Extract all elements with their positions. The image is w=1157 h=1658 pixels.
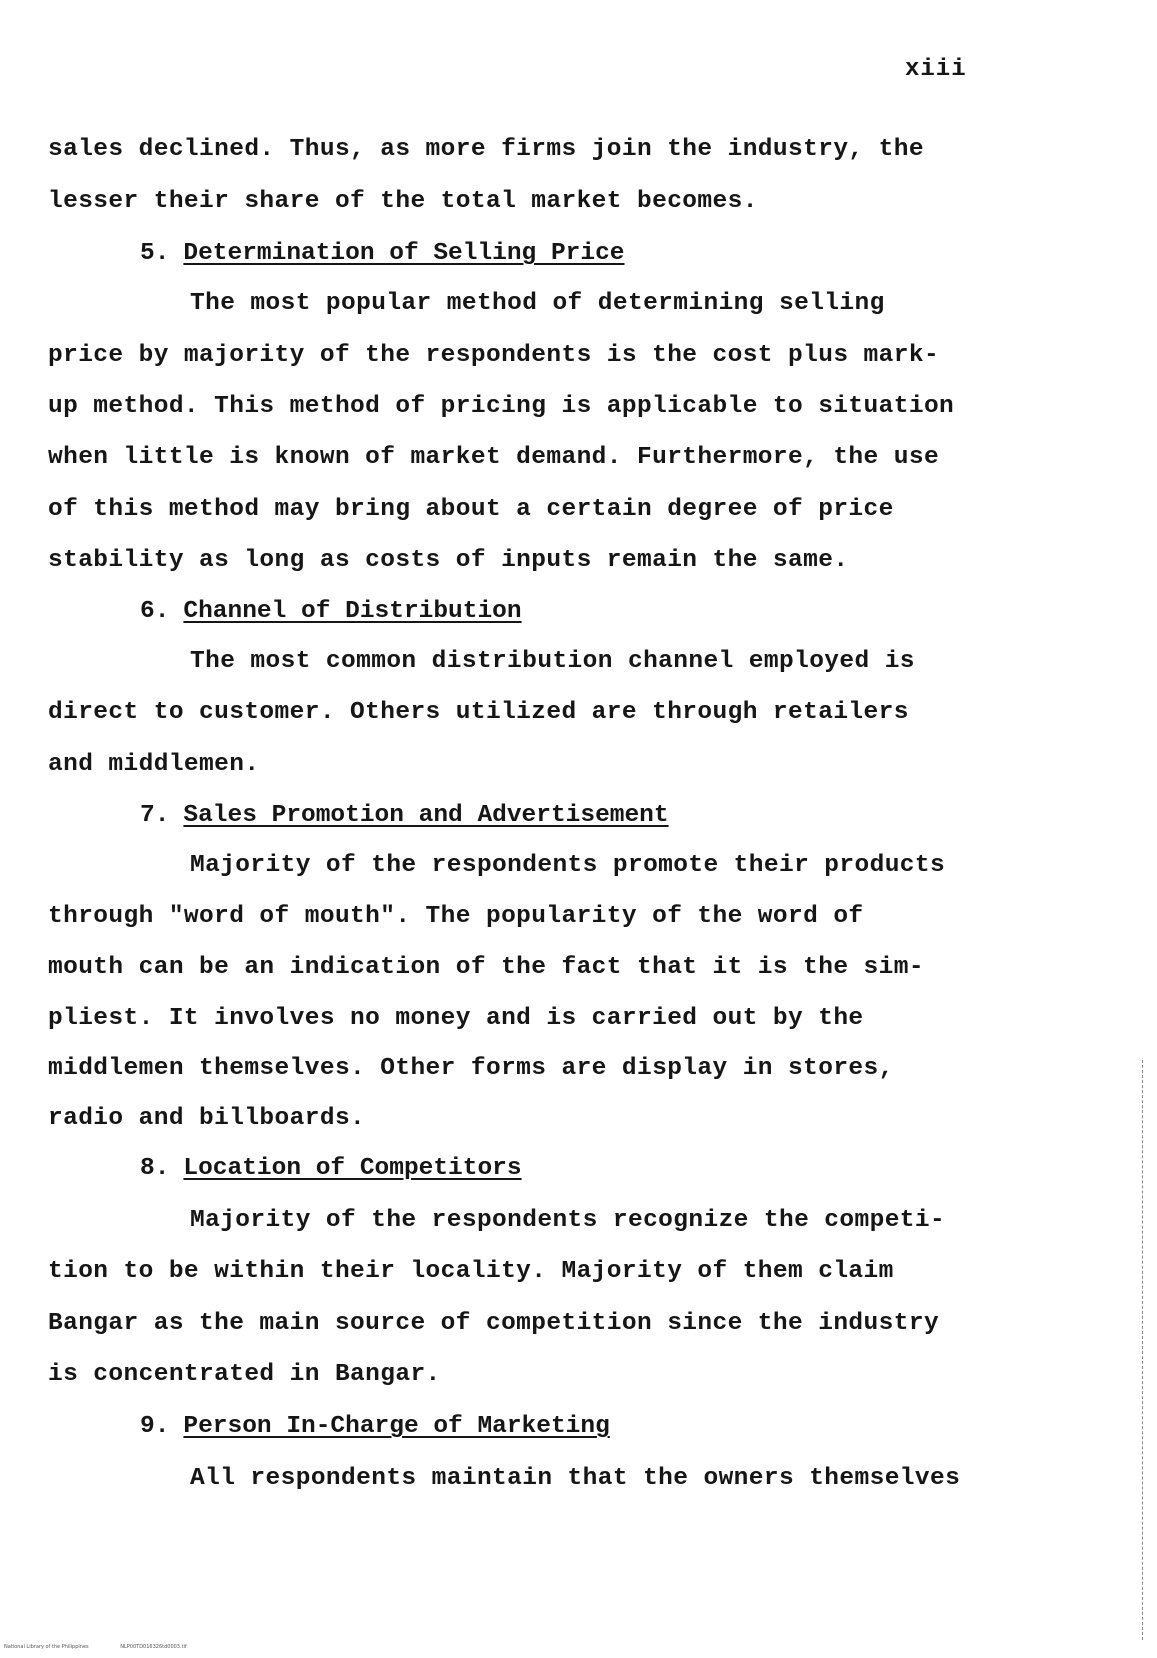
section-title: Channel of Distribution <box>183 598 522 625</box>
text-line: stability as long as costs of inputs remain the same. <box>48 547 849 574</box>
text-line: Majority of the respondents recognize the competi- <box>190 1207 946 1234</box>
text-line: direct to customer. Others utilized are through retailers <box>48 699 909 726</box>
text-line: middlemen themselves. Other forms are display in stores, <box>48 1055 894 1082</box>
section-title: Sales Promotion and Advertisement <box>183 802 669 829</box>
section-title: Determination of Selling Price <box>183 240 625 267</box>
text-line: price by majority of the respondents is the cost plus mark- <box>48 342 940 369</box>
text-line: tion to be within their locality. Majority of them claim <box>48 1258 894 1285</box>
section-number: 5. <box>140 240 170 267</box>
section-heading-9 <box>140 1413 610 1440</box>
section-number: 8. <box>140 1155 170 1182</box>
section-heading-7 <box>140 802 669 829</box>
library-credit: National Library of the Philippines <box>4 1644 89 1650</box>
section-heading-8 <box>140 1155 522 1182</box>
text-line: through "word of mouth". The popularity of the word of <box>48 903 864 930</box>
text-line: and middlemen. <box>48 751 260 778</box>
text-line: when little is known of market demand. Furthermore, the use <box>48 444 940 471</box>
section-number: 9. <box>140 1413 170 1440</box>
text-line: radio and billboards. <box>48 1105 366 1132</box>
text-line: lesser their share of the total market becomes. <box>48 188 758 215</box>
text-line: Bangar as the main source of competition since the industry <box>48 1310 940 1337</box>
text-line: All respondents maintain that the owners themselves <box>190 1465 961 1492</box>
scan-edge-mark <box>1142 1060 1143 1640</box>
section-title: Person In-Charge of Marketing <box>183 1413 610 1440</box>
text-line: of this method may bring about a certain degree of price <box>48 496 894 523</box>
section-heading-6 <box>140 598 522 625</box>
scan-footer <box>4 1644 217 1650</box>
text-line: The most popular method of determining selling <box>190 290 885 317</box>
section-title: Location of Competitors <box>183 1155 522 1182</box>
text-line: pliest. It involves no money and is carried out by the <box>48 1005 864 1032</box>
section-heading-5 <box>140 240 624 267</box>
section-number: 7. <box>140 802 170 829</box>
text-line: The most common distribution channel employed is <box>190 648 915 675</box>
page-number: xiii <box>905 56 967 83</box>
text-line: Majority of the respondents promote their products <box>190 852 946 879</box>
text-line: is concentrated in Bangar. <box>48 1361 441 1388</box>
text-line: sales declined. Thus, as more firms join the industry, the <box>48 136 924 163</box>
file-id: NLP00TD016326td0003.tif <box>120 1644 187 1650</box>
text-line: mouth can be an indication of the fact that it is the sim- <box>48 954 924 981</box>
text-line: up method. This method of pricing is applicable to situation <box>48 393 955 420</box>
section-number: 6. <box>140 598 170 625</box>
